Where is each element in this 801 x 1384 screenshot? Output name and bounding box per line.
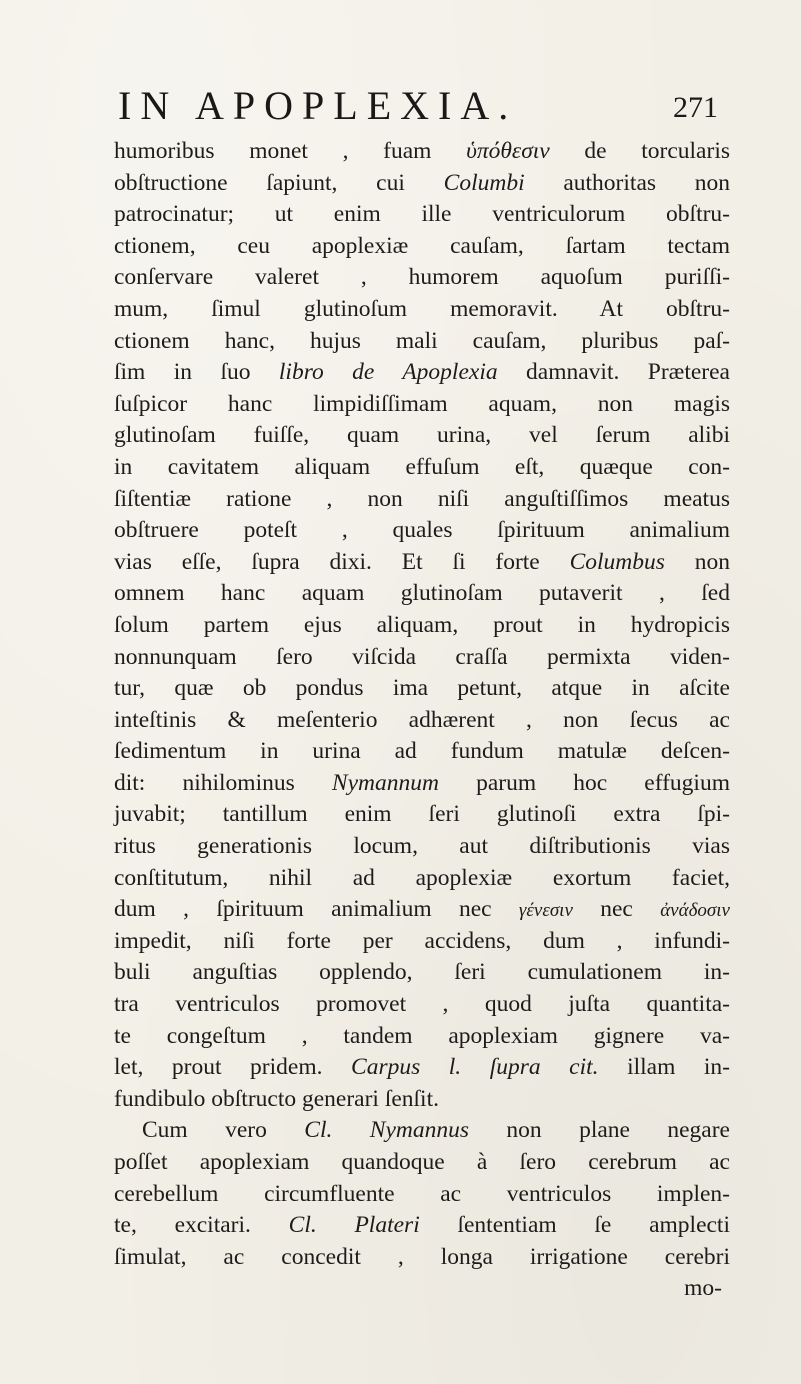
text-line: [114, 389, 730, 421]
text-run: parum hoc effugium: [438, 769, 730, 796]
text-line: [114, 231, 730, 263]
text-run: conſervare valeret , humorem aquoſum puriſſi-: [114, 264, 730, 291]
text-line: [114, 136, 730, 168]
text-run: Cum vero: [142, 1117, 305, 1144]
text-line: [114, 1210, 730, 1242]
italic-text: Carpus l. ſupra cit.: [351, 1054, 599, 1081]
text-line: [114, 1084, 730, 1116]
text-run: in cavitatem aliquam effuſum eſt, quæque con-: [114, 453, 730, 480]
text-run: non plane negare: [469, 1117, 730, 1144]
text-run: te, excitari.: [114, 1212, 289, 1239]
text-run: patrocinatur; ut enim ille ventriculorum obſtru-: [114, 201, 730, 228]
text-line: [114, 705, 730, 737]
text-run: cerebellum circumfluente ac ventriculos implen-: [114, 1180, 730, 1207]
text-run: dit: nihilominus: [114, 769, 332, 796]
text-run: vias eſſe, ſupra dixi. Et ſi forte: [114, 548, 570, 575]
greek-text: ἀνάδοσιν: [660, 900, 730, 922]
text-line: [114, 831, 730, 863]
text-line: [114, 452, 730, 484]
text-run: ſolum partem ejus aliquam, prout in hydropicis: [114, 611, 730, 638]
page-number: 271: [673, 91, 718, 124]
text-run: ritus generationis locum, aut diſtributionis vias: [114, 833, 730, 860]
text-run: te congeſtum , tandem apoplexiam gignere va-: [114, 1022, 730, 1049]
text-run: buli anguſtias opplendo, ſeri cumulationem in-: [114, 959, 730, 986]
text-line: [114, 357, 730, 389]
text-run: ſedimentum in urina ad fundum matulæ deſcen-: [114, 738, 730, 765]
text-run: inteſtinis & meſenterio adhærent , non ſecus ac: [114, 706, 730, 733]
text-line: [114, 420, 730, 452]
text-run: dum , ſpirituum animalium nec: [114, 896, 519, 923]
text-run: damnavit. Præterea: [497, 359, 730, 386]
text-run: nec: [572, 896, 661, 923]
text-line: [114, 1115, 730, 1147]
italic-text: Columbi: [443, 169, 525, 196]
text-run: obſtruere poteſt , quales ſpirituum animalium: [114, 517, 730, 544]
text-line: [114, 262, 730, 294]
text-line: [114, 736, 730, 768]
body-text: [114, 136, 730, 1305]
text-run: non: [664, 548, 730, 575]
text-run: conſtitutum, nihil ad apoplexiæ exortum faciet,: [114, 864, 730, 891]
text-line: [114, 1052, 730, 1084]
text-line: [114, 168, 730, 200]
text-line: [114, 199, 730, 231]
text-run: ctionem hanc, hujus mali cauſam, pluribus paſ-: [114, 327, 730, 354]
text-line: [114, 642, 730, 674]
text-run: mo-: [684, 1275, 722, 1302]
page-header-title: IN APOPLEXIA.: [118, 83, 518, 128]
text-line: [114, 799, 730, 831]
greek-text: γένεσιν: [518, 900, 573, 922]
running-head: [118, 82, 718, 130]
text-line: [114, 547, 730, 579]
text-line: [114, 926, 730, 958]
text-run: juvabit; tantillum enim ſeri glutinoſi extra ſpi-: [114, 801, 730, 828]
italic-text: Cl. Plateri: [288, 1212, 420, 1239]
text-line: [114, 515, 730, 547]
text-line: [114, 326, 730, 358]
text-run: mum, ſimul glutinoſum memoravit. At obſtru-: [114, 295, 730, 322]
text-run: obſtructione ſapiunt, cui: [114, 169, 444, 196]
text-run: impedit, niſi forte per accidens, dum , infundi-: [114, 927, 730, 954]
text-line: [114, 863, 730, 895]
text-run: ſuſpicor hanc limpidiſſimam aquam, non magis: [114, 390, 730, 417]
text-line: [114, 989, 730, 1021]
text-run: humoribus monet , fuam: [114, 138, 467, 164]
text-run: nonnunquam ſero viſcida craſſa permixta viden-: [114, 643, 730, 670]
text-run: ſententiam ſe amplecti: [419, 1212, 730, 1239]
text-run: ſim in ſuo: [114, 359, 279, 386]
text-line: [114, 1021, 730, 1053]
italic-text: Nymannum: [331, 769, 439, 796]
text-run: omnem hanc aquam glutinoſam putaverit , ſed: [114, 580, 730, 607]
text-line: [114, 957, 730, 989]
text-run: glutinoſam fuiſſe, quam urina, vel ſerum alibi: [114, 422, 730, 449]
text-line: [114, 1179, 730, 1211]
text-line: [114, 1147, 730, 1179]
text-run: fundibulo obſtructo generari ſenſit.: [114, 1085, 439, 1112]
text-run: ſimulat, ac concedit , longa irrigatione cerebri: [114, 1243, 730, 1270]
text-run: let, prout pridem.: [114, 1054, 352, 1081]
text-run: tur, quæ ob pondus ima petunt, atque in aſcite: [114, 675, 730, 702]
text-run: ctionem, ceu apoplexiæ cauſam, ſartam tectam: [114, 232, 730, 259]
text-line: [114, 484, 730, 516]
italic-text: Columbus: [569, 548, 665, 575]
text-run: authoritas non: [524, 169, 731, 196]
text-run: de torcularis: [549, 138, 730, 164]
text-run: tra ventriculos promovet , quod juſta quantita-: [114, 991, 730, 1018]
text-line: [114, 610, 730, 642]
text-line: [114, 578, 730, 610]
text-line: [114, 294, 730, 326]
text-line: [114, 1242, 730, 1274]
italic-text: libro de Apoplexia: [278, 359, 498, 386]
text-line: [114, 894, 730, 926]
text-run: poſſet apoplexiam quandoque à ſero cerebrum ac: [114, 1149, 730, 1175]
text-run: ſiſtentiæ ratione , non niſi anguſtiſſimos meatus: [114, 485, 730, 512]
italic-text: ὑπόθεσιν: [466, 138, 550, 164]
text-line: [114, 768, 730, 800]
italic-text: Cl. Nymannus: [304, 1117, 469, 1144]
catchword: [114, 1273, 730, 1305]
text-run: illam in-: [598, 1054, 730, 1081]
text-line: [114, 673, 730, 705]
